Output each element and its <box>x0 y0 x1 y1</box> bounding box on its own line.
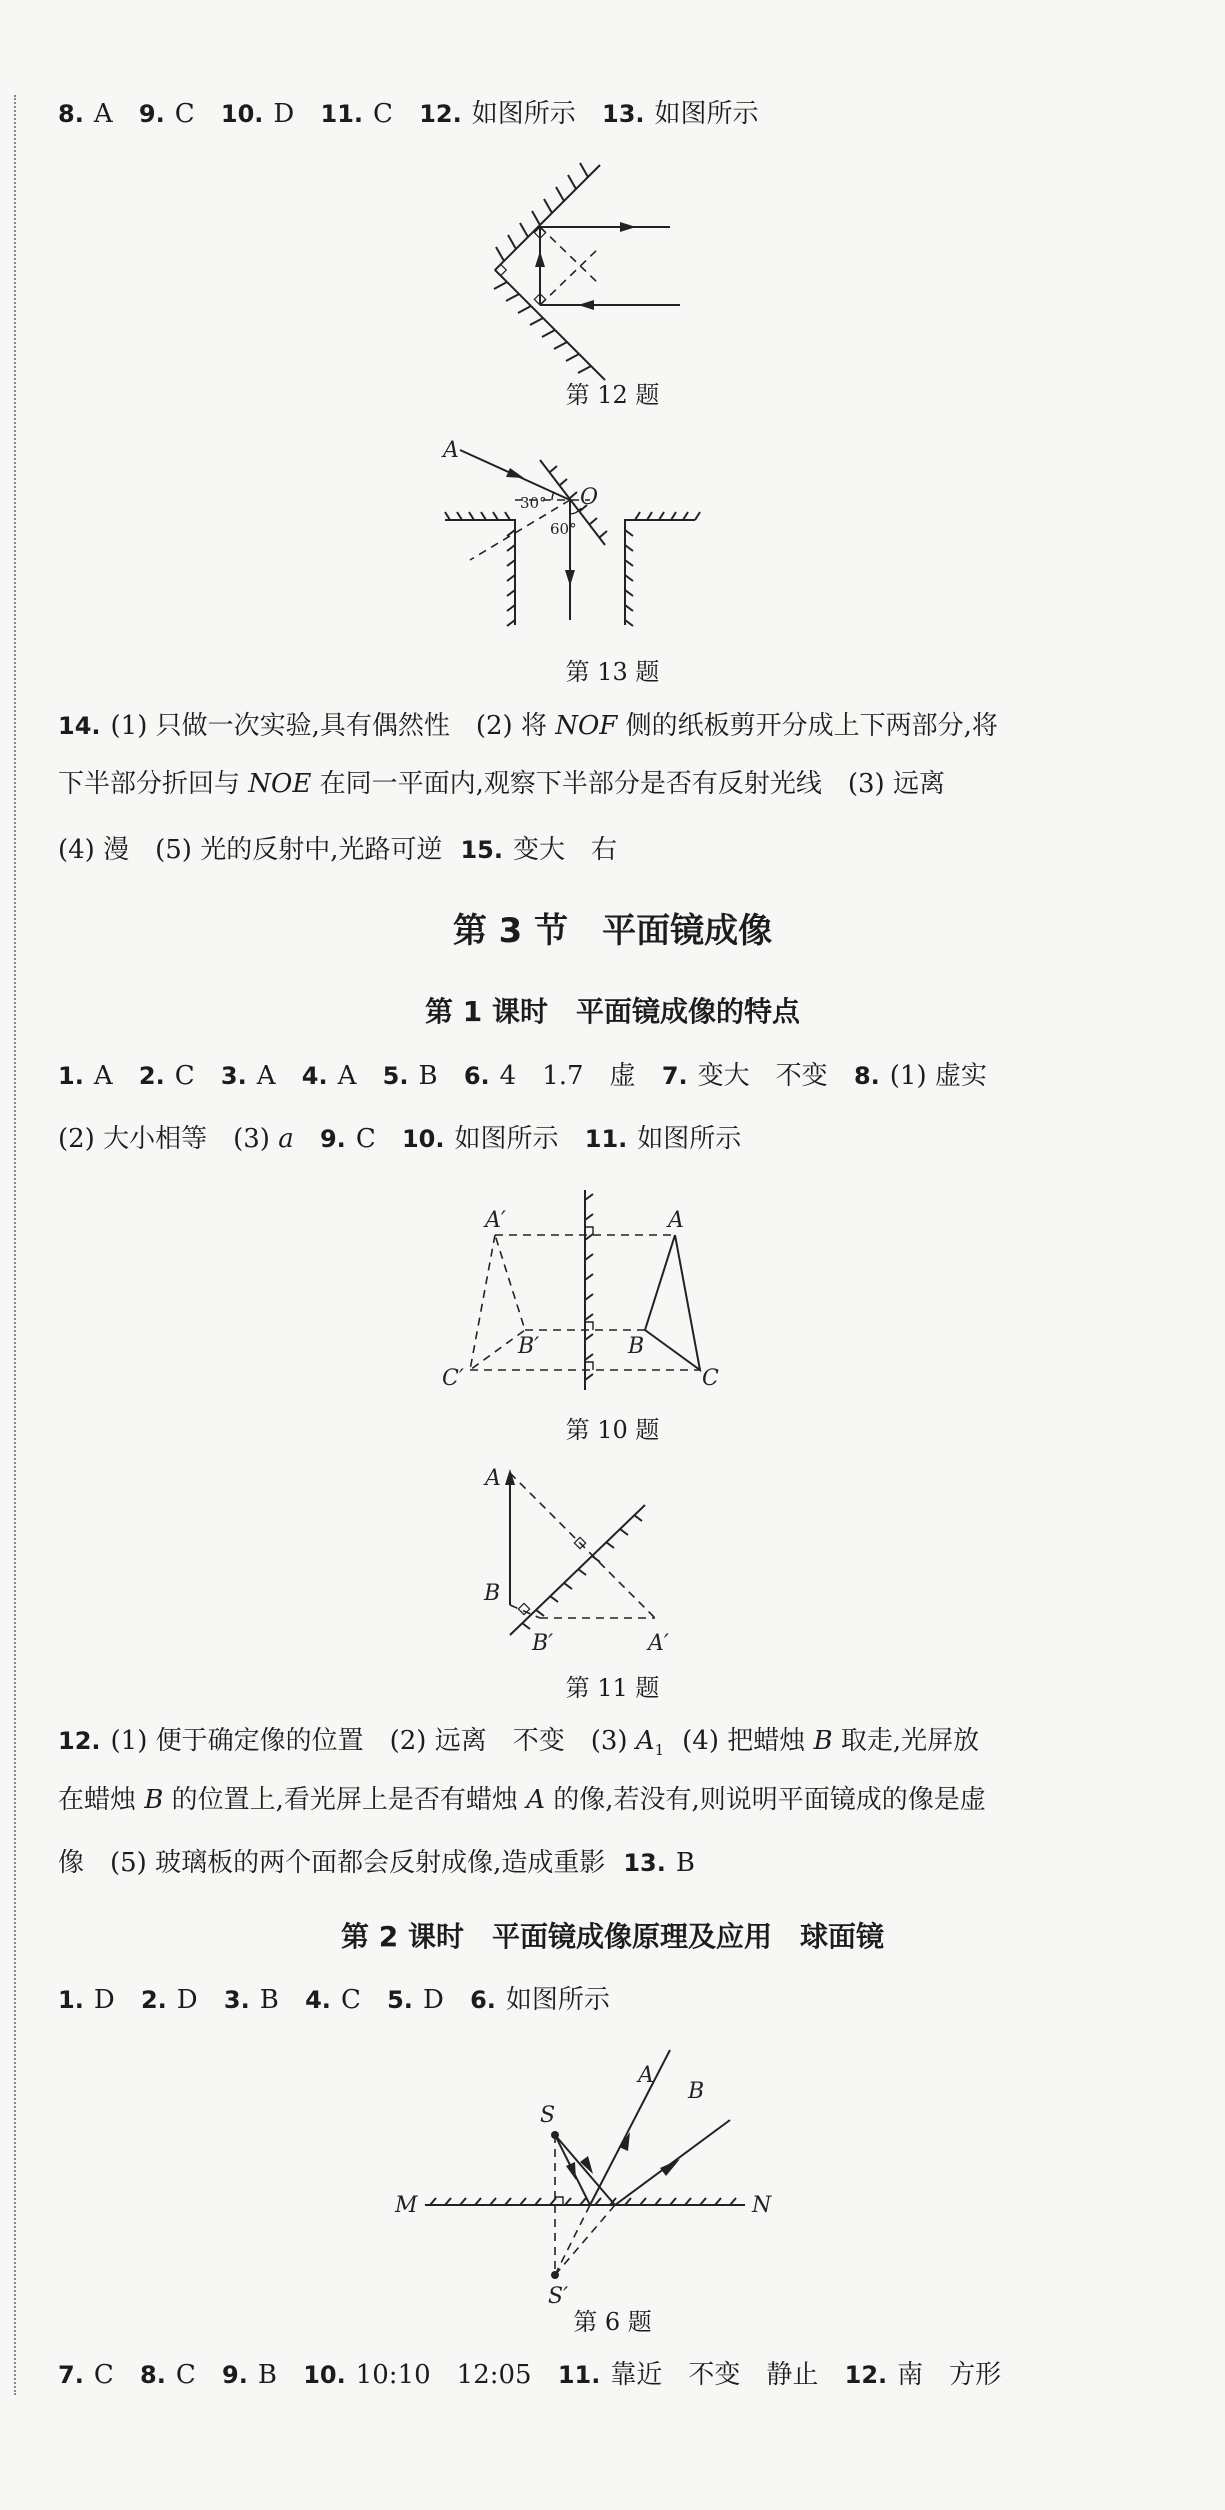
q-number: 1. <box>58 1986 84 2014</box>
italic-term: B <box>144 1785 164 1815</box>
text: (4) 漫 (5) 光的反射中,光路可逆 <box>58 835 443 865</box>
q-number: 8. <box>853 1062 880 1090</box>
q-number: 6. <box>463 1062 490 1090</box>
label-A: A <box>443 438 459 463</box>
label-O: O <box>580 485 599 510</box>
lesson2-answers-row1 <box>58 1982 1138 2018</box>
q-number: 1. <box>58 1062 84 1090</box>
answer: A <box>337 1061 357 1091</box>
q-number: 7. <box>58 2361 84 2389</box>
italic-term: NOF <box>555 711 618 741</box>
subscript: 1 <box>654 1741 665 1760</box>
italic-term: B <box>813 1726 833 1756</box>
figure-13-reflection <box>440 430 700 630</box>
label-S-prime: S′ <box>548 2284 569 2309</box>
q-number: 10. <box>401 1125 445 1153</box>
q14-line1 <box>58 708 1138 744</box>
answer: C <box>93 2360 114 2390</box>
label-N: N <box>752 2193 772 2218</box>
figure-10-caption: 第 10 题 <box>565 1416 660 1444</box>
text: 在同一平面内,观察下半部分是否有反射光线 (3) 远离 <box>319 769 945 799</box>
answer: 变大 不变 <box>697 1061 828 1091</box>
answer: 10:10 12:05 <box>355 2360 532 2390</box>
answer: C <box>174 99 195 129</box>
q-number: 2. <box>138 1062 165 1090</box>
figure-13-caption: 第 13 题 <box>565 658 660 686</box>
q-number: 13. <box>602 100 645 128</box>
q-number: 4. <box>301 1062 328 1090</box>
text: (4) 把蜡烛 <box>682 1726 806 1756</box>
q-number: 10. <box>220 100 264 128</box>
answer: A <box>93 99 113 129</box>
lesson1-answers-row1 <box>58 1058 1138 1094</box>
q12-line2 <box>58 1782 1138 1818</box>
text: 在蜡烛 <box>58 1785 137 1815</box>
q-number: 14. <box>58 712 101 740</box>
q-number: 9. <box>319 1125 346 1153</box>
angle-60: 60° <box>550 520 577 538</box>
answer: 靠近 不变 静止 <box>610 2360 819 2390</box>
text: 侧的纸板剪开分成上下两部分,将 <box>625 711 998 741</box>
q-number: 4. <box>305 1986 331 2014</box>
answer: B <box>418 1061 438 1091</box>
answer: C <box>175 2360 196 2390</box>
figure-12-caption: 第 12 题 <box>565 381 660 409</box>
q12-line1 <box>58 1723 1138 1768</box>
answer: 如图所示 <box>654 99 759 129</box>
text: (1) 只做一次实验,具有偶然性 (2) 将 <box>110 711 547 741</box>
label-A-prime: A′ <box>485 1208 506 1233</box>
answer: 4 1.7 虚 <box>499 1061 636 1091</box>
text: 的像,若没有,则说明平面镜成的像是虚 <box>553 1785 986 1815</box>
q-number: 3. <box>223 1986 250 2014</box>
lesson2-answers-row2 <box>58 2357 1138 2393</box>
q-number: 11. <box>584 1125 628 1153</box>
q-number: 5. <box>382 1062 409 1090</box>
answer: B <box>259 1985 279 2015</box>
answer: 如图所示 <box>454 1124 559 1154</box>
label-B: B <box>688 2079 705 2104</box>
q-number: 13. <box>623 1849 666 1877</box>
label-C-prime: C′ <box>442 1366 464 1391</box>
text: 取走,光屏放 <box>840 1726 980 1756</box>
figure-12-corner-mirrors <box>470 155 690 385</box>
answer: 如图所示 <box>471 99 576 129</box>
label-M: M <box>395 2193 418 2218</box>
figure-11-caption: 第 11 题 <box>565 1674 660 1702</box>
label-S: S <box>540 2103 556 2128</box>
angle-30: 30° <box>520 494 547 512</box>
italic-term: A <box>635 1726 655 1756</box>
text: 下半部分折回与 <box>58 769 241 799</box>
answer: D <box>273 99 295 129</box>
q14-line3 <box>58 832 1138 868</box>
q12-line3 <box>58 1845 1138 1881</box>
answer: B <box>675 1848 695 1878</box>
italic-term: NOE <box>248 769 312 799</box>
lesson1-answers-row2 <box>58 1121 1138 1157</box>
answer: A <box>93 1061 113 1091</box>
label-A-prime: A′ <box>648 1631 669 1656</box>
q-number: 7. <box>661 1062 688 1090</box>
q-number: 8. <box>140 2361 166 2389</box>
q14-line2 <box>58 766 1138 802</box>
answer: C <box>373 99 393 129</box>
label-B: B <box>484 1581 501 1606</box>
binding-margin-line <box>14 95 16 2395</box>
q-number: 15. <box>460 836 503 864</box>
answer: D <box>176 1985 198 2015</box>
label-A: A <box>668 1208 684 1233</box>
answer: D <box>422 1985 444 2015</box>
text: 的位置上,看光屏上是否有蜡烛 <box>171 1785 518 1815</box>
answer: (2) 大小相等 (3) <box>58 1124 270 1154</box>
label-A: A <box>485 1466 501 1491</box>
lesson-2-heading: 第 2 课时 平面镜成像原理及应用 球面镜 <box>341 1920 884 1953</box>
q-number: 6. <box>470 1986 496 2014</box>
q-number: 3. <box>220 1062 247 1090</box>
label-A: A <box>638 2063 654 2088</box>
answer: 变大 右 <box>512 835 617 865</box>
answer: C <box>340 1985 361 2015</box>
figure-6-plane-mirror <box>390 2040 790 2309</box>
q-number: 8. <box>58 100 84 128</box>
q-number: 12. <box>58 1727 101 1755</box>
q-number: 12. <box>844 2361 888 2389</box>
label-B-prime: B′ <box>532 1631 554 1656</box>
text: (1) 便于确定像的位置 (2) 远离 不变 (3) <box>110 1726 628 1756</box>
q-number: 2. <box>140 1986 167 2014</box>
q-number: 11. <box>557 2361 601 2389</box>
answer: D <box>93 1985 115 2015</box>
q-number: 5. <box>387 1986 413 2014</box>
figure-10-mirror-image <box>430 1185 730 1395</box>
answer: 如图所示 <box>505 1985 610 2015</box>
figure-6-caption: 第 6 题 <box>573 2308 652 2336</box>
answer: (1) 虚实 <box>889 1061 987 1091</box>
q-number: 10. <box>303 2361 346 2389</box>
q-number: 11. <box>320 100 364 128</box>
answer: 如图所示 <box>637 1124 742 1154</box>
text: 像 (5) 玻璃板的两个面都会反射成像,造成重影 <box>58 1848 606 1878</box>
answers-row-8-13 <box>58 96 1138 132</box>
answer: A <box>256 1061 276 1091</box>
label-B: B <box>628 1334 645 1359</box>
figure-11-mirror-image <box>480 1455 700 1665</box>
q-number: 12. <box>419 100 462 128</box>
section-heading: 第 3 节 平面镜成像 <box>452 911 773 951</box>
q-number: 9. <box>222 2361 248 2389</box>
label-C: C <box>702 1366 719 1391</box>
label-B-prime: B′ <box>518 1334 540 1359</box>
answer: B <box>257 2360 277 2390</box>
italic-term: A <box>526 1785 545 1815</box>
answer: C <box>174 1061 195 1091</box>
italic-answer: a <box>278 1124 294 1154</box>
lesson-1-heading: 第 1 课时 平面镜成像的特点 <box>425 995 800 1028</box>
answer: C <box>355 1124 376 1154</box>
q-number: 9. <box>138 100 165 128</box>
answer: 南 方形 <box>897 2360 1002 2390</box>
